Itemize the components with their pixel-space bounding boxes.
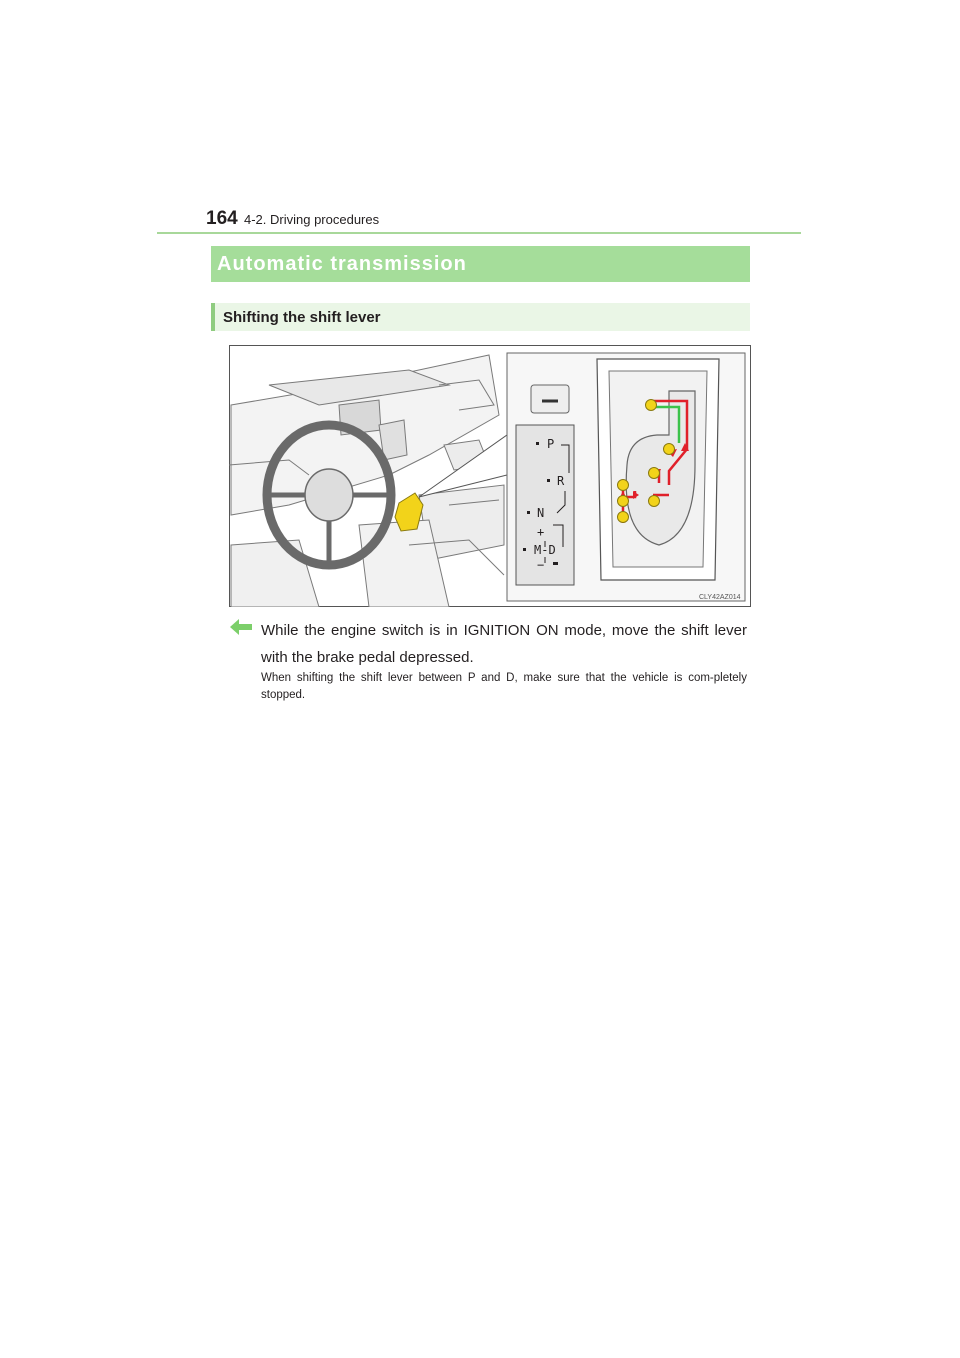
page-number: 164 <box>206 208 238 229</box>
gate-position-r <box>664 444 675 455</box>
gate-position-n <box>649 468 660 479</box>
gate-label-p: P <box>547 437 555 451</box>
subsection-heading <box>211 303 750 331</box>
steering-wheel-hub <box>305 469 353 521</box>
section-heading <box>211 246 750 282</box>
figure-code: CLY42AZ014 <box>699 594 741 601</box>
instruction-text: While the engine switch is in IGNITION ON mode, move the shift lever with the brake pedal depressed. <box>261 622 747 666</box>
section-heading-text: Automatic transmission <box>217 252 467 275</box>
gate-position-plus <box>618 480 629 491</box>
left-arrow-icon <box>230 619 252 635</box>
subsection-heading-text: Shifting the shift lever <box>223 308 381 326</box>
gate-position-m <box>618 496 629 507</box>
gate-button <box>531 385 569 413</box>
gate-label-plus: + <box>537 525 545 539</box>
gate-label-r: R <box>557 474 565 488</box>
gate-label-m-d: M-D <box>534 543 556 557</box>
note-text: When shifting the shift lever between P and D, make sure that the vehicle is com-pletely stopped. <box>261 672 747 701</box>
gate-label-minus: − <box>537 558 545 572</box>
gate-position-minus <box>618 512 629 523</box>
header-rule <box>157 232 801 234</box>
gate-position-p <box>646 400 657 411</box>
section-label: 4-2. Driving procedures <box>244 212 380 227</box>
gate-label-n: N <box>537 506 545 520</box>
gate-position-d <box>649 496 660 507</box>
shift-lever-figure <box>229 345 751 607</box>
